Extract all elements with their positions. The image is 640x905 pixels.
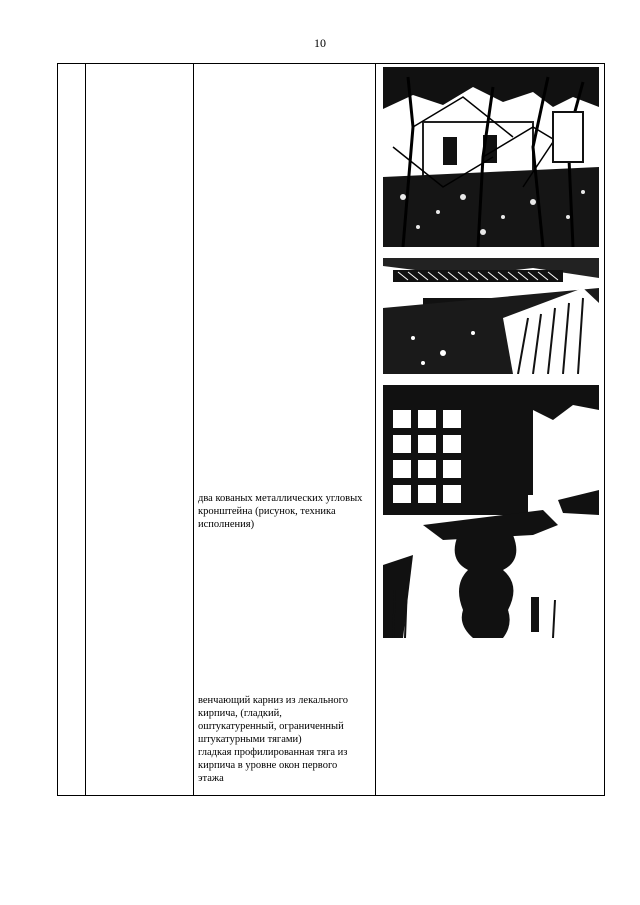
cornice-line-5: гладкая профилированная тяга из — [198, 747, 348, 758]
table-border-top — [57, 63, 605, 64]
photo-forged-bracket — [383, 385, 599, 638]
cornice-line-1: венчающий карниз из лекального — [198, 695, 348, 706]
table-border-bottom — [57, 795, 605, 796]
cornice-line-3: оштукатуренный, ограниченный — [198, 721, 344, 732]
cornice-line-4: штукатурными тягами) — [198, 734, 302, 745]
photo-facade-graphic — [383, 67, 599, 247]
cornice-line-7: этажа — [198, 773, 224, 784]
bracket-description-text: два кованых металлических угловых кронштейна (рисунок, техника исполнения) — [198, 493, 363, 530]
cornice-line-2 — [198, 707, 373, 720]
column-divider-3 — [375, 63, 376, 796]
photo-bracket-graphic — [383, 385, 599, 638]
column-divider-2 — [193, 63, 194, 796]
cornice-description — [198, 694, 373, 785]
cornice-line-2-text: кирпича, (гладкий, — [198, 708, 282, 719]
column-divider-1 — [85, 63, 86, 796]
photo-metal-railing — [383, 258, 599, 374]
bracket-description — [198, 492, 373, 531]
table-border-left — [57, 63, 58, 796]
page-number: 10 — [314, 36, 326, 50]
photo-facade-with-trees — [383, 67, 599, 247]
cornice-line-6: кирпича в уровне окон первого — [198, 760, 338, 771]
table-border-right — [604, 63, 605, 796]
photo-railing-graphic — [383, 258, 599, 374]
